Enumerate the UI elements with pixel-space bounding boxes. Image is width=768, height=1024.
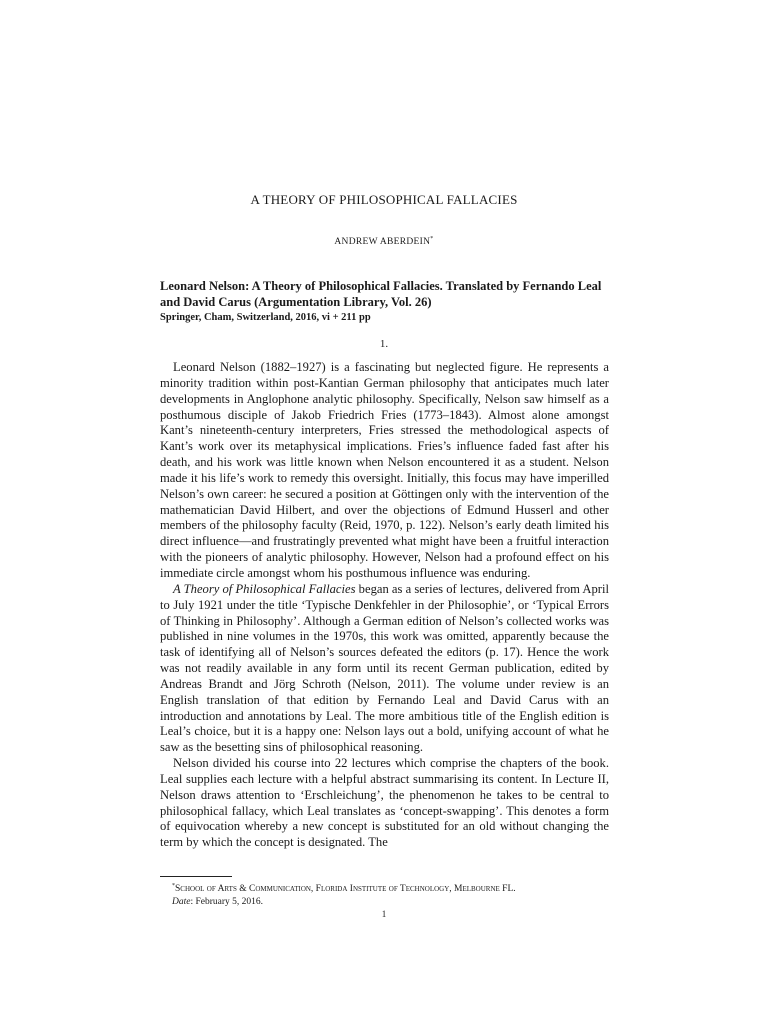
section-number: 1. [379,338,389,350]
author-name: ANDREW ABERDEIN [334,237,431,248]
footnote-affiliation [172,880,612,896]
reviewed-book-heading: Leonard Nelson: A Theory of Philosophical Fallacies. Translated by Fernando Leal and David Carus (Argumentation Library, Vol. 26) [160,279,602,309]
paragraph-1: Leonard Nelson (1882–1927) is a fascinating but neglected figure. He represents a minority tradition within post-Kantian German philosophy that anticipates much later developments in Anglophone analytic philosophy. Specifically, Nelson saw himself as a posthumous disciple of Jakob Friedrich Fries (1773–1843). Almost alone amongst Kant’s nineteenth-century interpreters, Fries stressed the methodological aspects of Kant’s work over its metaphysical implications. Fries’s influence faded fast after his death, and his work was little known when Nelson encountered it as a student. Nelson made it his life’s work to remedy this oversight. Initially, this focus may have imperilled Nelson’s own career: he secured a position at Göttingen only with the intervention of the mathematician David Hilbert, and over the objections of Edmund Husserl and other members of the philosophy faculty (Reid, 1970, p. 122). Nelson’s early death limited his direct influence—and frustratingly prevented what might have been a fruitful interaction with the pioneers of analytic philosophy. However, Nelson had a profound effect on his immediate circle amongst whom his posthumous influence was enduring. [160,360,609,580]
book-title-italic: A Theory of Philosophical Fallacies [173,581,356,596]
paragraph-2-text: began as a series of lectures, delivered from April to July 1921 under the title ‘Typische Denkfehler in der Philosophie’, or ‘Typical Errors of Thinking in Philosophy’. Although a German edition of Nelson’s collected works was published in nine volumes in the 1970s, this work was omitted, apparently because the task of identifying all of Nelson’s sources defeated the editors (p. 17). Hence the work was not readily available in any form until its recent German publication, edited by Andreas Brandt and Jörg Schroth (Nelson, 2011). The volume under review is an English translation of that edition by Fernando Leal and David Carus with an introduction and annotations by Leal. The more ambitious title of the English edition is Leal’s choice, but it is a happy one: Nelson lays out a bold, unifying account of what he saw as the besetting sins of philosophical reasoning. [160,581,609,755]
footnote-mark: * [172,883,175,889]
date-value: : February 5, 2016. [190,897,264,908]
affiliation-text: School of Arts & Communication, Florida Institute of Technology, Melbourne FL. [175,884,516,895]
body-text [160,360,609,851]
author-line [0,236,768,247]
author-footnote-mark: * [430,236,434,242]
footnote-rule [160,876,232,877]
page-number: 1 [381,909,387,919]
date-label: Date [172,897,191,908]
publisher-line: Springer, Cham, Switzerland, 2016, vi + 211 pp [160,312,371,323]
paragraph-2 [160,582,609,756]
paper-title: A THEORY OF PHILOSOPHICAL FALLACIES [250,192,518,207]
footnote-date [172,896,612,909]
footnote [172,880,612,909]
paragraph-3: Nelson divided his course into 22 lectures which comprise the chapters of the book. Leal supplies each lecture with a helpful abstract summarising its content. In Lecture II, Nelson draws attention to ‘Erschleichung’, the phenomenon he takes to be central to philosophical fallacy, which Leal translates as ‘concept-swapping’. This denotes a form of equivocation whereby a new concept is substituted for an old without changing the term by which the concept is designated. The [160,756,609,850]
